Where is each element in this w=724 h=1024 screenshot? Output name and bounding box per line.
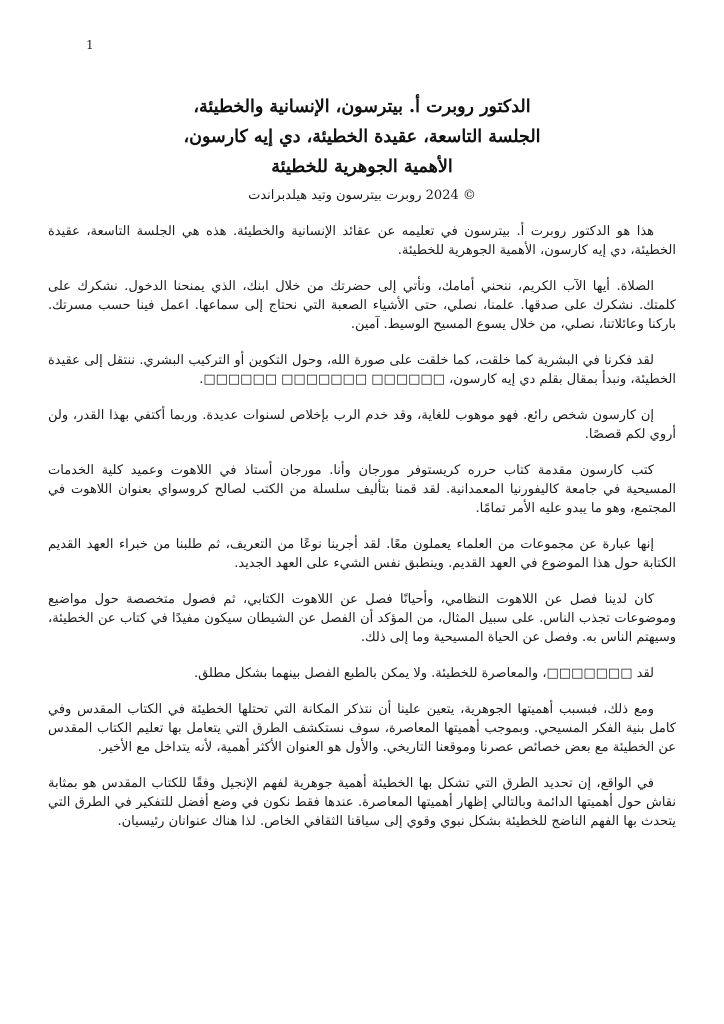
paragraph-10: في الواقع، إن تحديد الطرق التي تشكل بها الخطيئة أهمية جوهرية لفهم الإنجيل وفقًا للكتاب المقدس هو بمثابة نقاش حول أهميتها الدائمة وبالتالي إظهار أهميتها المعاصرة. عندها فقط نكون في وضع أفضل للتفكير في الطرق التي يتحدث بها الفهم الناضج للخطيئة بشكل نبوي وقوي إلى سياقنا الثقافي الخاص. لذا هناك عنوانان رئيسيان. [48, 776, 676, 829]
paragraph-5: كتب كارسون مقدمة كتاب حرره كريستوفر مورجان وأنا. مورجان أستاذ في اللاهوت وعميد كلية الخدمات المسيحية في جامعة كاليفورنيا المعمدانية. لقد قمنا بتأليف سلسلة من الكتب لصالح كروسواي بعنوان اللاهوت في المجتمع، وهو ما يبدو عليه الأمر تمامًا. [48, 463, 676, 516]
paragraph-7: كان لدينا فصل عن اللاهوت النظامي، وأحيانًا فصل عن اللاهوت الكتابي، ثم فصول متخصصة حول مواضيع وموضوعات تجذب الناس. على سبيل المثال، من المؤكد أن الفصل عن الشيطان سيكون مفيدًا في كتاب عن الخطيئة، وسيهتم الناس به. وفصل عن الحياة المسيحية وما إلى ذلك. [48, 592, 676, 645]
paragraph-4: إن كارسون شخص رائع. فهو موهوب للغاية، وقد خدم الرب بإخلاص لسنوات عديدة. وربما أكتفي بهذا القدر، ولن أروي لكم قصصًا. [48, 408, 676, 442]
title-block [48, 92, 676, 206]
document-body [48, 222, 676, 831]
paragraph-3: لقد فكرنا في البشرية كما خلقت، كما خلقت على صورة الله، وحول التكوين أو التركيب البشري. ننتقل إلى عقيدة الخطيئة، ونبدأ بمقال بقلم دي إيه كارسون، □□□□□□ □□□□□□□ □□□□□□. [48, 353, 676, 387]
paragraph-6: إنها عبارة عن مجموعات من العلماء يعملون معًا. لقد أجرينا نوعًا من التعريف، ثم طلبنا من خبراء العهد القديم الكتابة حول هذا الموضوع في العهد القديم. وينطبق نفس الشيء على العهد الجديد. [48, 537, 676, 571]
page-number: 1 [86, 38, 94, 52]
paragraph-9: ومع ذلك، فبسبب أهميتها الجوهرية، يتعين علينا أن نتذكر المكانة التي تحتلها الخطيئة في الكتاب المقدس وفي كامل بنية الفكر المسيحي. وبموجب أهميتها المعاصرة، سوف نستكشف الطرق التي يتعامل بها تعليم الكتاب المقدس عن الخطيئة مع بعض خصائص عصرنا وموقعنا التاريخي. والأول هو العنوان الأكثر أهمية، لأنه يتداخل مع الأخير. [48, 702, 676, 755]
document-title-line-2: الجلسة التاسعة، عقيدة الخطيئة، دي إيه كارسون، [183, 127, 541, 147]
paragraph-2: الصلاة. أيها الآب الكريم، ننحني أمامك، ونأتي إلى حضرتك من خلال ابنك، الذي يمنحنا الدخول. نشكرك على كلمتك. نشكرك على صدقها. علمنا، نصلي، حتى الأشياء الصعبة التي نحتاج إلى سماعها. اعمل فينا حسب مسرتك. باركنا وعائلاتنا، نصلي، من خلال يسوع المسيح الوسيط. آمين. [48, 279, 676, 332]
paragraph-8: لقد □□□□□□□، والمعاصرة للخطيئة. ولا يمكن بالطبع الفصل بينهما بشكل مطلق. [193, 666, 654, 681]
copyright-line: © 2024 روبرت بيترسون وتيد هيلدبراندت [248, 188, 476, 203]
document-title-line-1: الدكتور روبرت أ. بيترسون، الإنسانية والخطيئة، [193, 97, 531, 117]
document-title-line-3: الأهمية الجوهرية للخطيئة [271, 157, 453, 177]
paragraph-1: هذا هو الدكتور روبرت أ. بيترسون في تعليمه عن عقائد الإنسانية والخطيئة. هذه هي الجلسة التاسعة، عقيدة الخطيئة، دي إيه كارسون، الأهمية الجوهرية للخطيئة. [48, 224, 676, 258]
